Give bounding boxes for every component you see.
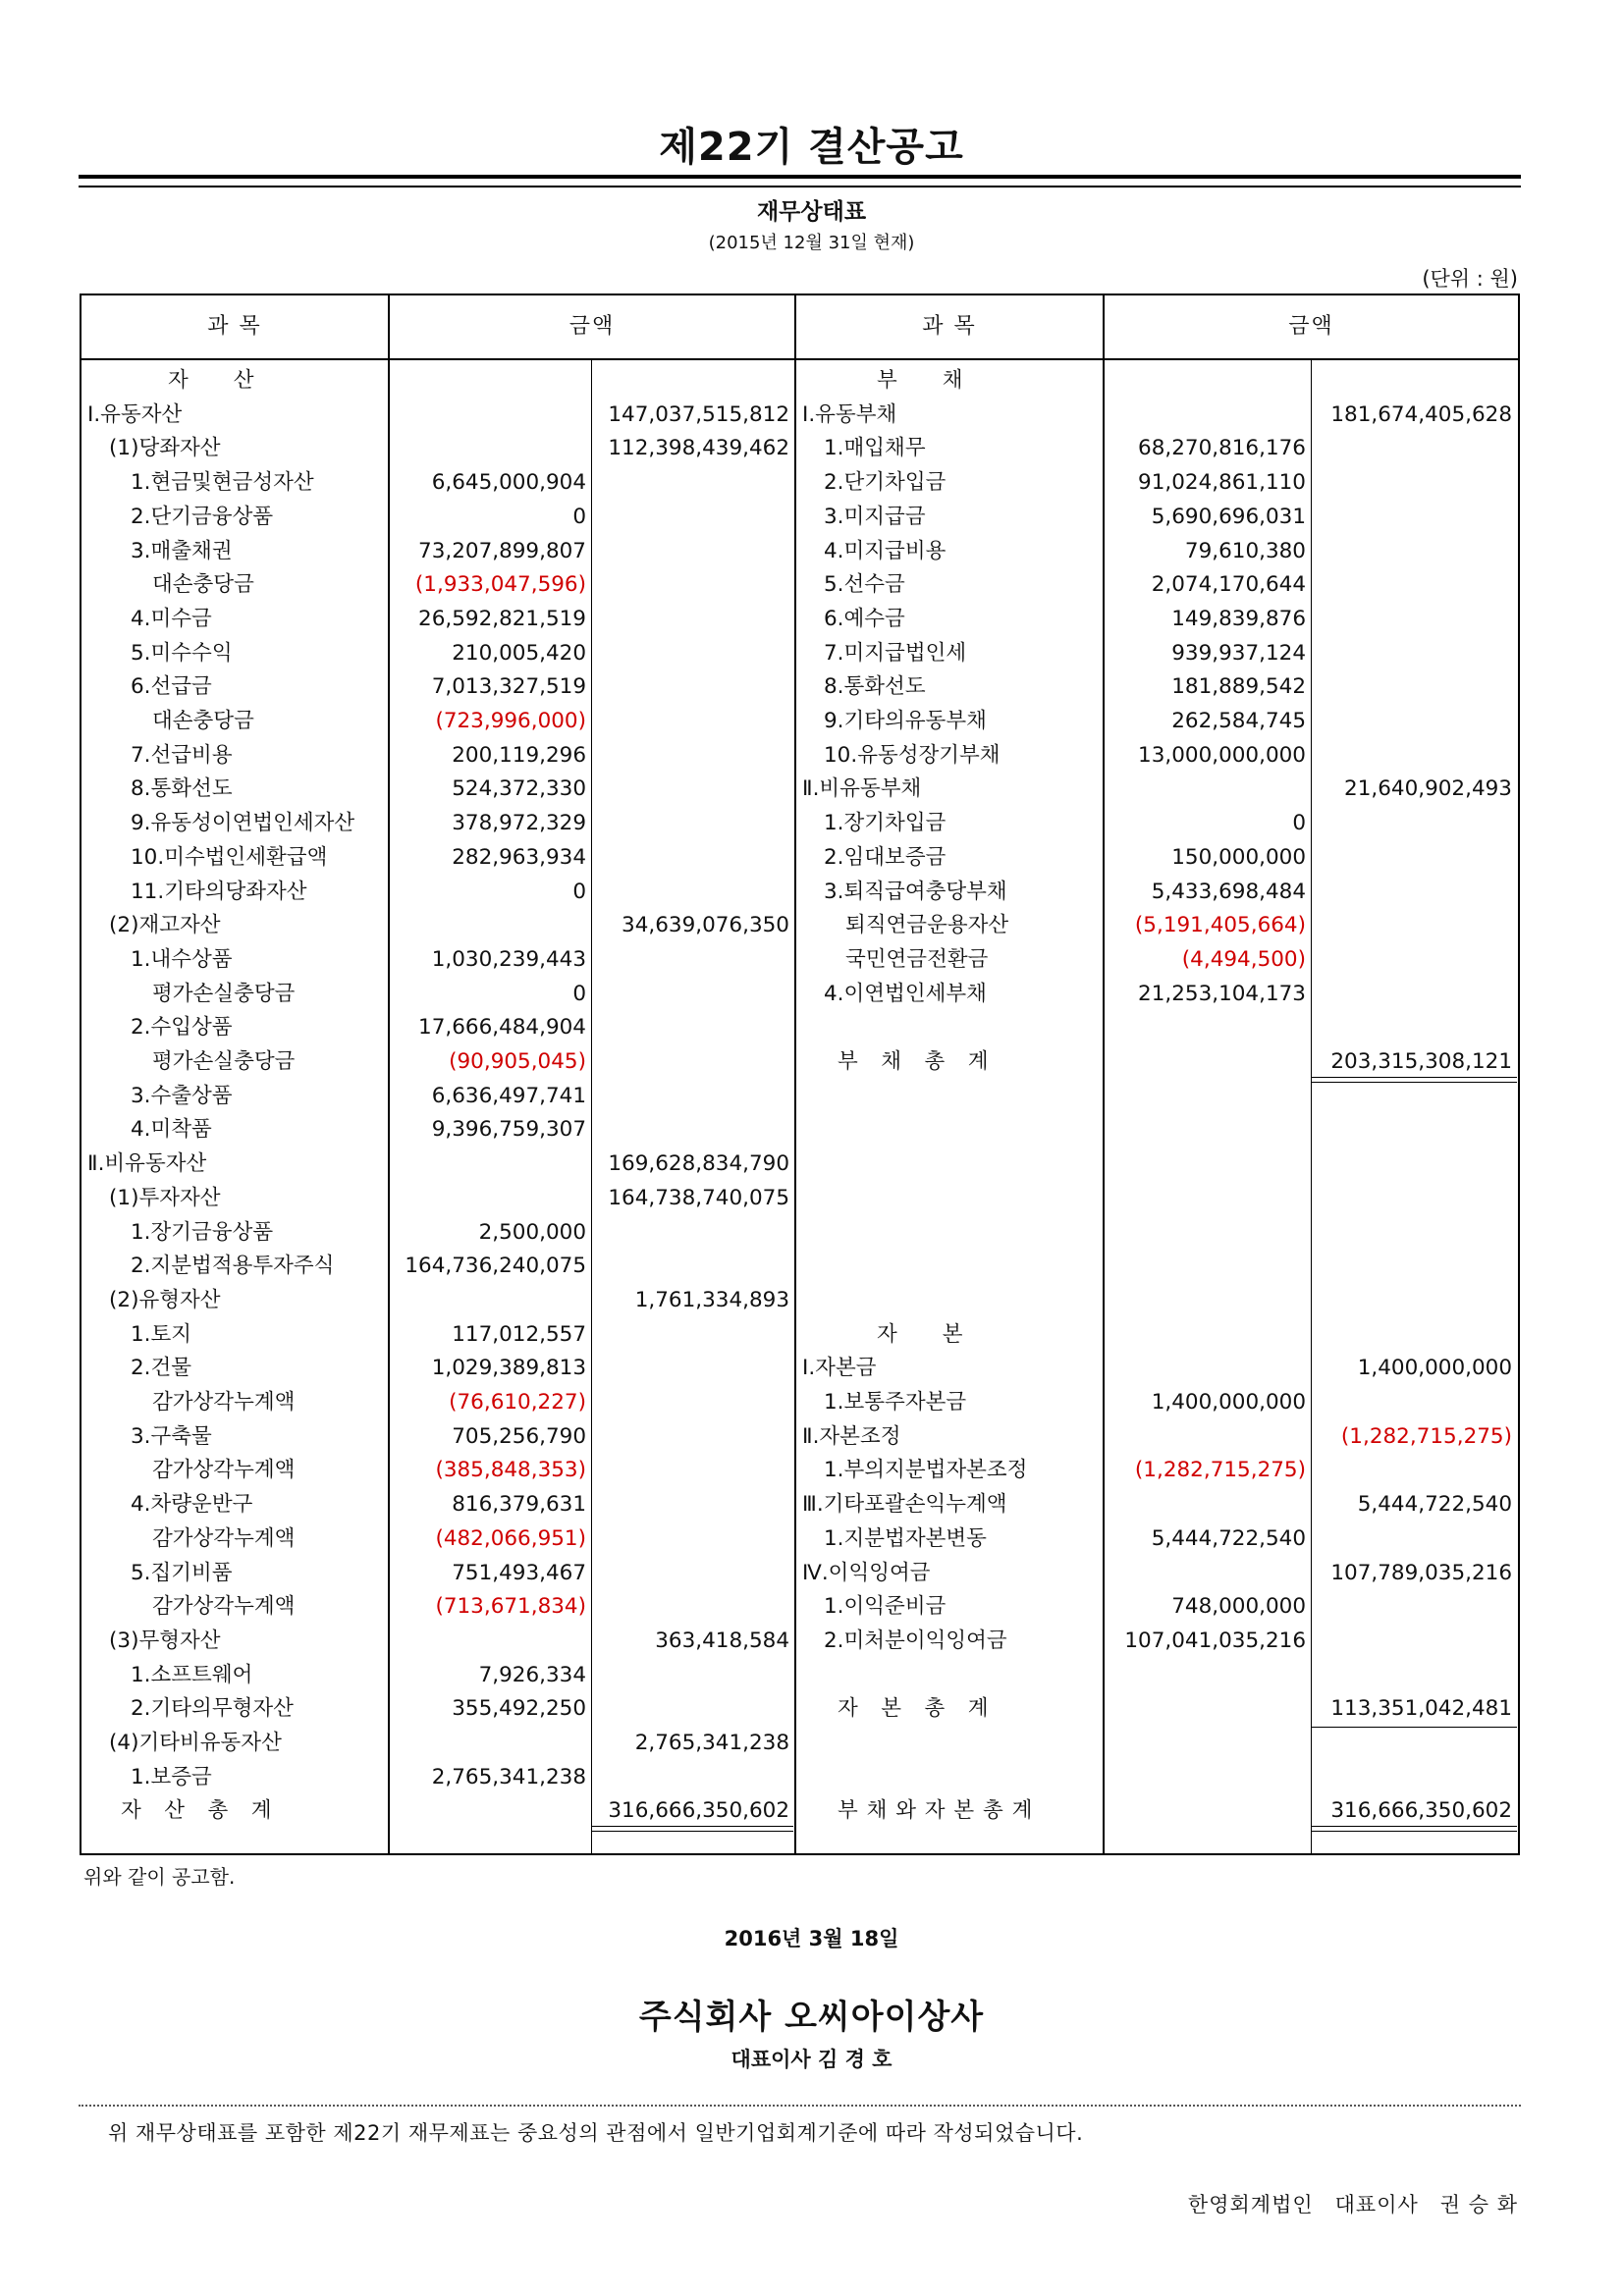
amount-detail: 0 [572, 879, 586, 904]
amount-detail: 17,666,484,904 [418, 1015, 586, 1041]
row-label: 6.선급금 [131, 674, 212, 700]
row-label: 2.기타의무형자산 [131, 1696, 294, 1722]
row-label: 평가손실충당금 [152, 981, 296, 1006]
row-label: 1.현금및현금성자산 [131, 470, 314, 496]
amount-detail: (1,282,715,275) [1134, 1458, 1306, 1483]
amount-subtotal: 316,666,350,602 [1330, 1798, 1512, 1824]
amount-detail: 1,030,239,443 [431, 946, 586, 972]
row-label: Ⅱ.비유동자산 [87, 1151, 207, 1177]
right-table-row [81, 1011, 1518, 1045]
balance-sheet-table [80, 294, 1520, 1855]
row-label: 퇴직연금운용자산 [845, 913, 1009, 938]
right-table-row [81, 399, 1518, 433]
amount-subtotal: 169,628,834,790 [608, 1151, 789, 1177]
amount-detail: 117,012,557 [452, 1321, 586, 1347]
row-label: Ⅱ.자본조정 [802, 1423, 901, 1449]
row-label: 감가상각누계액 [152, 1458, 296, 1483]
right-table-row [81, 1420, 1518, 1455]
dotted-divider [79, 2105, 1521, 2107]
row-label: (1)투자자산 [109, 1185, 221, 1210]
amount-detail: 210,005,420 [452, 640, 586, 666]
row-label: Ⅰ.유동부채 [802, 401, 897, 427]
row-label: 1.매입채무 [824, 436, 926, 461]
right-table-row [81, 705, 1518, 739]
right-table-row [81, 1045, 1518, 1080]
row-label: (4)기타비유동자산 [109, 1731, 282, 1755]
row-label: 3.미지급금 [824, 504, 926, 529]
announcement-text: 위와 같이 공고함. [83, 1865, 236, 1889]
right-table-row [81, 364, 1518, 399]
amount-detail: 2,500,000 [478, 1219, 586, 1245]
row-label: 5.선수금 [824, 572, 905, 598]
right-table-row [81, 1625, 1518, 1659]
amount-detail: 7,926,334 [478, 1662, 586, 1687]
right-table-row [81, 1284, 1518, 1318]
amount-detail: 91,024,861,110 [1138, 470, 1306, 496]
row-label: 2.지분법적용투자주식 [131, 1254, 335, 1279]
row-label: 4.이연법인세부채 [824, 981, 987, 1006]
row-label: 5.집기비품 [131, 1560, 233, 1585]
row-label: 1.소프트웨어 [131, 1662, 253, 1687]
header-amount-left: 금액 [568, 314, 616, 339]
amount-subtotal: 5,444,722,540 [1357, 1492, 1512, 1518]
amount-detail: (5,191,405,664) [1134, 913, 1306, 938]
company-name: 주식회사 오씨아이상사 [638, 1998, 985, 2037]
right-table-row [81, 1727, 1518, 1761]
row-label: 3.퇴직급여충당부채 [824, 879, 1007, 904]
right-table-row [81, 603, 1518, 637]
right-table-row [81, 1318, 1518, 1353]
row-label: Ⅲ.기타포괄손익누계액 [802, 1492, 1007, 1518]
amount-detail: 13,000,000,000 [1138, 742, 1306, 768]
row-label: 4.미지급비용 [824, 538, 947, 563]
row-label: 자 산 총 계 [121, 1798, 273, 1824]
amount-detail: 1,029,389,813 [431, 1356, 586, 1381]
row-label: 4.미수금 [131, 606, 212, 631]
amount-detail: 1,400,000,000 [1151, 1390, 1306, 1415]
right-table-row [81, 1080, 1518, 1114]
amount-detail: 9,396,759,307 [431, 1117, 586, 1143]
right-table-row [81, 807, 1518, 841]
right-table-row [81, 1113, 1518, 1148]
amount-detail: (90,905,045) [449, 1049, 586, 1074]
row-label: 부 채 와 자 본 총 계 [838, 1798, 1034, 1824]
right-table-row [81, 1522, 1518, 1557]
amount-detail: 816,379,631 [452, 1492, 586, 1518]
row-label: 감가상각누계액 [152, 1525, 296, 1551]
amount-detail: 5,444,722,540 [1151, 1525, 1306, 1551]
amount-detail: 939,937,124 [1171, 640, 1306, 666]
unit-label: (단위 : 원) [1422, 267, 1518, 291]
amount-detail: 26,592,821,519 [418, 606, 586, 631]
amount-detail: 21,253,104,173 [1138, 981, 1306, 1006]
amount-subtotal: 2,765,341,238 [634, 1731, 789, 1755]
row-label: 대손충당금 [152, 709, 254, 733]
statement-subtitle: 재무상태표 [756, 199, 867, 225]
row-label: 2.수입상품 [131, 1015, 233, 1041]
amount-detail: (723,996,000) [435, 709, 586, 733]
amount-detail: 164,736,240,075 [405, 1254, 586, 1279]
row-label: (1)당좌자산 [109, 436, 221, 461]
amount-subtotal: 112,398,439,462 [608, 436, 789, 461]
right-table-row [81, 1386, 1518, 1420]
row-label: 9.유동성이연법인세자산 [131, 811, 355, 836]
amount-detail: 0 [572, 504, 586, 529]
right-table-row [81, 1148, 1518, 1182]
row-label: 3.구축물 [131, 1423, 212, 1449]
amount-detail: 150,000,000 [1171, 844, 1306, 870]
amount-subtotal: (1,282,715,275) [1340, 1423, 1512, 1449]
amount-detail: 378,972,329 [452, 811, 586, 836]
ceo-name: 대표이사 김 경 호 [730, 2048, 893, 2071]
right-table-row [81, 1216, 1518, 1251]
right-table-row [81, 943, 1518, 978]
right-table-row [81, 739, 1518, 774]
row-label: 6.예수금 [824, 606, 905, 631]
row-label: Ⅰ.유동자산 [87, 401, 183, 427]
amount-detail: 79,610,380 [1184, 538, 1306, 563]
row-label: (2)유형자산 [109, 1287, 221, 1312]
row-label: 자 본 총 계 [838, 1696, 990, 1722]
row-label: 1.토지 [131, 1321, 192, 1347]
row-label: 감가상각누계액 [152, 1594, 296, 1620]
amount-detail: (1,933,047,596) [414, 572, 586, 598]
amount-detail: 73,207,899,807 [418, 538, 586, 563]
row-label: 2.건물 [131, 1356, 192, 1381]
amount-detail: 5,433,698,484 [1151, 879, 1306, 904]
row-label: 7.선급비용 [131, 742, 233, 768]
right-table-row [81, 568, 1518, 603]
right-table-row [81, 466, 1518, 501]
row-label: 4.미착품 [131, 1117, 212, 1143]
row-label: 3.수출상품 [131, 1083, 233, 1108]
header-divider [81, 358, 1518, 360]
amount-subtotal: 1,761,334,893 [634, 1287, 789, 1312]
amount-detail: 0 [1292, 811, 1306, 836]
amount-detail: 7,013,327,519 [431, 674, 586, 700]
amount-detail: 751,493,467 [452, 1560, 586, 1585]
amount-subtotal: 164,738,740,075 [608, 1185, 789, 1210]
row-label: 4.차량운반구 [131, 1492, 253, 1518]
row-label: 부 채 총 계 [838, 1049, 990, 1074]
row-label: 1.보통주자본금 [824, 1390, 967, 1415]
amount-subtotal: 107,789,035,216 [1330, 1560, 1512, 1585]
row-label: 2.단기차입금 [824, 470, 947, 496]
row-label: 10.미수법인세환급액 [131, 844, 328, 870]
liability-total-underline [1312, 1077, 1517, 1083]
right-table-row [81, 637, 1518, 671]
amount-detail: 2,765,341,238 [431, 1764, 586, 1789]
amount-subtotal: 316,666,350,602 [608, 1798, 789, 1824]
amount-subtotal: 147,037,515,812 [608, 401, 789, 427]
row-label: 자 본 [877, 1321, 964, 1347]
row-label: 부 채 [877, 368, 964, 393]
amount-detail: 68,270,816,176 [1138, 436, 1306, 461]
row-label: 1.부의지분법자본조정 [824, 1458, 1028, 1483]
right-table-row [81, 1590, 1518, 1625]
total-double-underline [592, 1826, 793, 1832]
row-label: 1.지분법자본변동 [824, 1525, 987, 1551]
amount-subtotal: 21,640,902,493 [1344, 776, 1512, 802]
right-table-row [81, 1454, 1518, 1488]
row-label: 11.기타의당좌자산 [131, 879, 307, 904]
amount-subtotal: 363,418,584 [655, 1628, 789, 1653]
amount-detail: 5,690,696,031 [1151, 504, 1306, 529]
right-table-row [81, 1250, 1518, 1284]
right-table-row [81, 876, 1518, 910]
amount-detail: 748,000,000 [1171, 1594, 1306, 1620]
row-label: 2.단기금융상품 [131, 504, 274, 529]
row-label: 평가손실충당금 [152, 1049, 296, 1074]
right-table-row [81, 1557, 1518, 1591]
right-table-row [81, 1488, 1518, 1522]
amount-subtotal: 181,674,405,628 [1330, 401, 1512, 427]
row-label: Ⅰ.자본금 [802, 1356, 877, 1381]
amount-detail: 149,839,876 [1171, 606, 1306, 631]
amount-detail: 6,636,497,741 [431, 1083, 586, 1108]
row-label: 5.미수수익 [131, 640, 233, 666]
row-label: 1.이익준비금 [824, 1594, 947, 1620]
amount-detail: (385,848,353) [435, 1458, 586, 1483]
right-table-row [81, 1182, 1518, 1216]
row-label: 자 산 [168, 368, 255, 393]
row-label: 7.미지급법인세 [824, 640, 967, 666]
right-table-row [81, 773, 1518, 807]
auditor-signature: 한영회계법인 대표이사 권 승 화 [1187, 2193, 1518, 2216]
amount-detail: (4,494,500) [1181, 946, 1306, 972]
amount-subtotal: 1,400,000,000 [1357, 1356, 1512, 1381]
row-label: 1.보증금 [131, 1764, 212, 1789]
right-table-row [81, 1692, 1518, 1727]
amount-detail: 181,889,542 [1171, 674, 1306, 700]
amount-detail: (713,671,834) [435, 1594, 586, 1620]
right-table-row [81, 1659, 1518, 1693]
row-label: 1.장기차입금 [824, 811, 947, 836]
row-label: (3)무형자산 [109, 1628, 221, 1653]
amount-detail: 524,372,330 [452, 776, 586, 802]
amount-detail: 282,963,934 [452, 844, 586, 870]
page-title: 제22기 결산공고 [659, 125, 964, 170]
right-table-row [81, 1794, 1518, 1829]
row-label: 2.미처분이익잉여금 [824, 1628, 1007, 1653]
amount-detail: 107,041,035,216 [1124, 1628, 1306, 1653]
row-label: 2.임대보증금 [824, 844, 947, 870]
amount-detail: 2,074,170,644 [1151, 572, 1306, 598]
header-subject-left: 과 목 [207, 314, 262, 339]
row-label: 국민연금전환금 [845, 946, 989, 972]
header-subject-right: 과 목 [922, 314, 977, 339]
row-label: 3.매출채권 [131, 538, 233, 563]
row-label: 10.유동성장기부채 [824, 742, 1001, 768]
right-table-row [81, 909, 1518, 943]
amount-detail: 0 [572, 981, 586, 1006]
amount-detail: 705,256,790 [452, 1423, 586, 1449]
as-of-date: (2015년 12월 31일 현재) [708, 233, 915, 253]
amount-subtotal: 34,639,076,350 [622, 913, 789, 938]
amount-detail: (482,066,951) [435, 1525, 586, 1551]
right-table-row [81, 841, 1518, 876]
right-table-row [81, 501, 1518, 535]
amount-subtotal: 113,351,042,481 [1330, 1696, 1512, 1722]
row-label: (2)재고자산 [109, 913, 221, 938]
title-rule-thick [79, 175, 1521, 179]
row-label: 8.통화선도 [824, 674, 926, 700]
right-table-row [81, 978, 1518, 1012]
header-amount-right: 금액 [1288, 314, 1334, 339]
equity-total-underline [1312, 1727, 1517, 1728]
title-rule-thin [79, 186, 1521, 187]
right-table-row [81, 535, 1518, 569]
total-double-underline [1312, 1826, 1517, 1832]
right-table-row [81, 432, 1518, 466]
audit-note: 위 재무상태표를 포함한 제22기 재무제표는 중요성의 관점에서 일반기업회계기준에 따라 작성되었습니다. [108, 2121, 1084, 2145]
amount-detail: (76,610,227) [449, 1390, 586, 1415]
row-label: 대손충당금 [152, 572, 254, 598]
row-label: Ⅳ.이익잉여금 [802, 1560, 931, 1585]
amount-subtotal: 203,315,308,121 [1330, 1049, 1512, 1074]
amount-detail: 355,492,250 [452, 1696, 586, 1722]
row-label: Ⅱ.비유동부채 [802, 776, 922, 802]
right-table-row [81, 1352, 1518, 1386]
row-label: 9.기타의유동부채 [824, 709, 987, 733]
amount-detail: 262,584,745 [1171, 709, 1306, 733]
amount-detail: 6,645,000,904 [431, 470, 586, 496]
announcement-date: 2016년 3월 18일 [724, 1927, 899, 1950]
row-label: 감가상각누계액 [152, 1390, 296, 1415]
right-table-row [81, 670, 1518, 705]
row-label: 1.내수상품 [131, 946, 233, 972]
right-table-row [81, 1761, 1518, 1795]
amount-detail: 200,119,296 [452, 742, 586, 768]
row-label: 8.통화선도 [131, 776, 233, 802]
row-label: 1.장기금융상품 [131, 1219, 274, 1245]
